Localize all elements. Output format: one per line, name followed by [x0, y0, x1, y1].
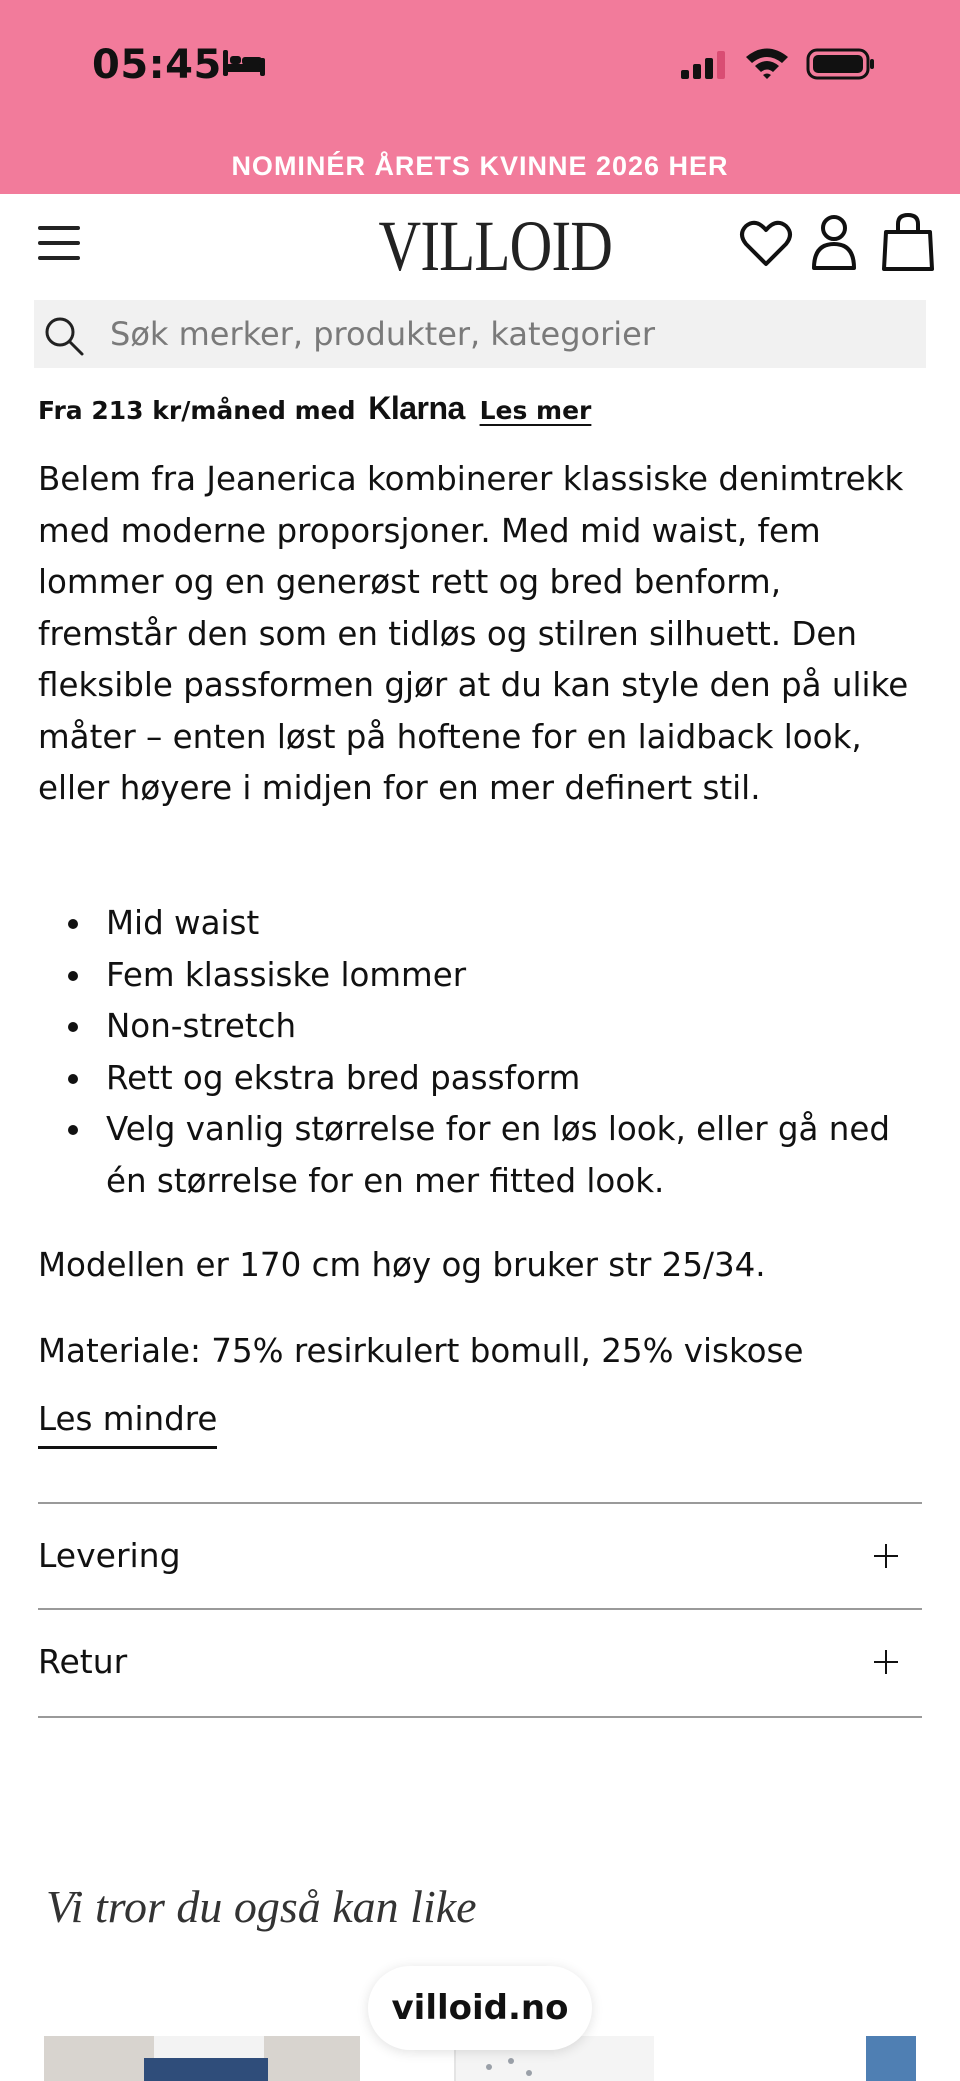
- battery-icon: [806, 48, 876, 80]
- search-input[interactable]: [110, 300, 910, 368]
- user-icon[interactable]: [810, 212, 858, 272]
- klarna-financing: [38, 388, 591, 428]
- shopping-bag-icon[interactable]: [882, 212, 934, 272]
- accordion-label: Levering: [38, 1536, 181, 1575]
- heart-icon[interactable]: [738, 216, 794, 270]
- feature-item: Rett og ekstra bred passform: [68, 1053, 928, 1105]
- menu-icon[interactable]: [36, 224, 82, 264]
- product-card[interactable]: [44, 2036, 360, 2081]
- cellular-signal-icon: [680, 50, 730, 80]
- plus-icon[interactable]: [874, 1650, 898, 1674]
- feature-list: [68, 898, 928, 1207]
- product-image: [526, 2070, 532, 2076]
- accordion-retur[interactable]: [38, 1610, 922, 1714]
- wifi-icon: [744, 46, 790, 80]
- browser-domain-pill[interactable]: villoid.no: [368, 1966, 592, 2050]
- read-less-link[interactable]: Les mindre: [38, 1394, 217, 1449]
- product-description: Belem fra Jeanerica kombinerer klassiske denimtrekk med moderne proporsjoner. Med mid waist, fem lommer og en generøst rett og bred benform, fremstår den som en tidløs og stilren silhuett. Den fleksible passformen gjør at du kan style den på ulike måter – enten løst på hoftene for en laidback look, eller høyere i midjen for en mer definert stil.: [38, 460, 909, 807]
- status-bar: [0, 0, 960, 130]
- product-image: [144, 2058, 268, 2081]
- divider: [38, 1716, 922, 1718]
- status-time: 05:45: [92, 42, 222, 88]
- promo-banner[interactable]: NOMINÉR ÅRETS KVINNE 2026 HER: [0, 130, 960, 194]
- feature-item: Non-stretch: [68, 1001, 928, 1053]
- recommendations-title: Vi tror du også kan like: [46, 1881, 477, 1932]
- feature-item: Fem klassiske lommer: [68, 950, 928, 1002]
- product-card[interactable]: [866, 2036, 916, 2081]
- product-image: [486, 2064, 492, 2070]
- plus-icon[interactable]: [874, 1544, 898, 1568]
- accordion-levering[interactable]: [38, 1504, 922, 1608]
- model-info: Modellen er 170 cm høy og bruker str 25/34.: [38, 1246, 766, 1284]
- feature-item: Mid waist: [68, 898, 928, 950]
- search-bar[interactable]: [34, 300, 926, 368]
- feature-item: Velg vanlig størrelse for en løs look, eller gå ned én størrelse for en mer fitted look.: [68, 1104, 928, 1207]
- site-header: [0, 194, 960, 294]
- bed-icon: [222, 48, 266, 78]
- klarna-logo: Klarna: [368, 390, 465, 426]
- site-logo[interactable]: VILLOID: [378, 206, 613, 286]
- product-image: [508, 2058, 514, 2064]
- accordion-label: Retur: [38, 1642, 128, 1681]
- klarna-text: Fra 213 kr/måned med: [38, 396, 356, 425]
- material-info: Materiale: 75% resirkulert bomull, 25% viskose: [38, 1332, 804, 1370]
- search-icon: [42, 314, 86, 358]
- klarna-read-more-link[interactable]: Les mer: [479, 396, 592, 425]
